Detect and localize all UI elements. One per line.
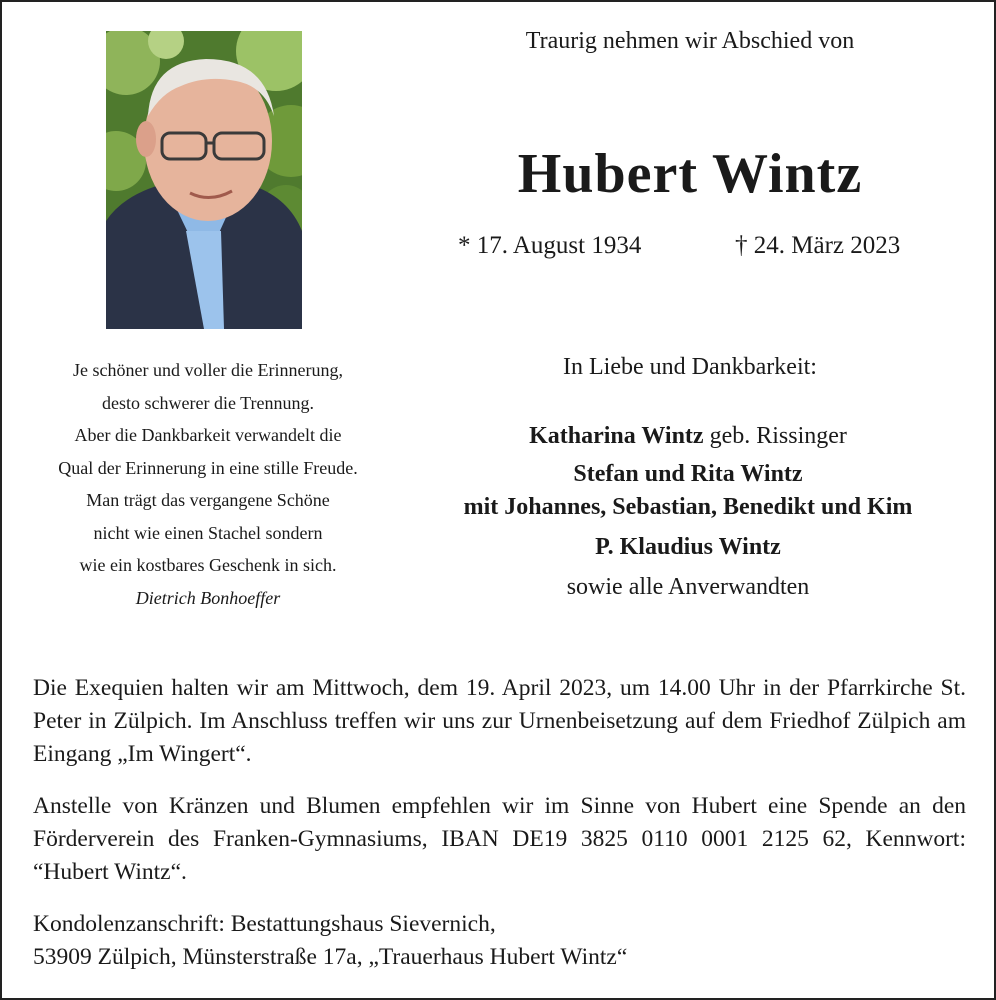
quote-line: Qual der Erinnerung in eine stille Freude. (58, 457, 358, 478)
condolence-line: 53909 Zülpich, Münsterstraße 17a, „Trauerhaus Hubert Wintz“ (33, 944, 628, 970)
thanks-heading: In Liebe und Dankbarkeit: (563, 354, 817, 380)
birth-date: * 17. August 1934 (458, 232, 642, 259)
quote-line: wie ein kostbares Geschenk in sich. (79, 555, 337, 575)
grandchildren-line: mit Johannes, Sebastian, Benedikt und Kim (463, 494, 913, 520)
mourners-list (410, 420, 966, 603)
funeral-paragraph: Die Exequien halten wir am Mittwoch, dem 19. April 2023, um 14.00 Uhr in der Pfarrkirche St. Peter in Zülpich. Im Anschluss treffen wir uns zur Urnenbeisetzung auf dem Friedhof Zülpich am Eingang „Im Wingert“. (33, 675, 966, 767)
condolence-address (33, 908, 627, 974)
spouse-note: geb. Rissinger (709, 423, 847, 449)
portrait-photo (106, 31, 302, 329)
donation-paragraph: Anstelle von Kränzen und Blumen empfehlen wir im Sinne von Hubert eine Spende an den Förderverein des Franken-Gymnasiums, IBAN DE19 3825 0110 0001 2125 62, Kennwort: “Hubert Wintz“. (33, 793, 966, 885)
priest-line: P. Klaudius Wintz (595, 534, 781, 560)
quote-line: nicht wie einen Stachel sondern (93, 522, 323, 543)
memorial-quote (20, 354, 396, 614)
intro-text: Traurig nehmen wir Abschied von (525, 28, 855, 54)
others-line: sowie alle Anverwandten (566, 574, 810, 600)
son-line: Stefan und Rita Wintz (573, 461, 803, 487)
death-date: † 24. März 2023 (735, 232, 901, 259)
quote-line: Je schöner und voller die Erinnerung, (73, 360, 343, 380)
quote-author: Dietrich Bonhoeffer (135, 587, 281, 608)
quote-line: Man trägt das vergangene Schöne (86, 490, 330, 510)
spouse-name: Katharina Wintz (529, 423, 704, 449)
quote-line: desto schwerer die Trennung. (102, 392, 314, 413)
deceased-name: Hubert Wintz (517, 143, 863, 205)
spouse-line (410, 420, 966, 452)
condolence-line: Kondolenzanschrift: Bestattungshaus Sievernich, (33, 911, 496, 937)
quote-line: Aber die Dankbarkeit verwandelt die (74, 425, 342, 445)
